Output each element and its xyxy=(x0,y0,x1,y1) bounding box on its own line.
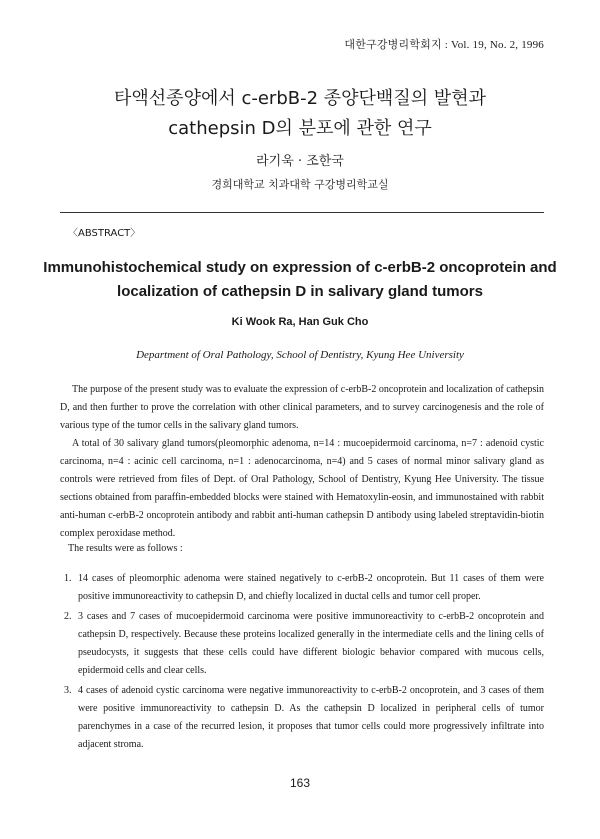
list-item-number: 1. xyxy=(64,573,72,584)
list-item-text: 4 cases of adenoid cystic carcinoma were negative immunoreactivity to c-erbB-2 oncoprotein, and 3 cases of them were positive immunoreactivity to cathepsin D. As the cathepsin D localized in peripheral cells of tumor parenchymes in a case of the recurred lesion, it proposes that tumor cells could more progressively infiltrate into adjacent stroma. xyxy=(78,685,544,750)
korean-title-line-2: cathepsin D의 분포에 관한 연구 xyxy=(168,118,432,139)
abstract-paragraph xyxy=(60,381,544,435)
paragraph-text: The purpose of the present study was to evaluate the expression of c-erbB-2 oncoprotein and localization of cathepsin D, and then further to prove the correlation with other clinical parameters, and to survey carcinogenesis and the role of various type of the tumor cells in the salivary gland tumors. xyxy=(60,384,544,431)
abstract-paragraph xyxy=(60,435,544,543)
list-item-number: 2. xyxy=(64,611,72,622)
list-item-text: 3 cases and 7 cases of mucoepidermoid carcinoma were positive immunoreactivity to c-erbB-2 oncoprotein and cathepsin D, respectively. Because these proteins localized generally in the intermediate cells and the lining cells of pseudocysts, it suggests that these cells could have different biologic behavior compared with mucous cells, epidermoid cells and clear cells. xyxy=(78,611,544,676)
results-intro: The results were as follows : xyxy=(68,543,183,554)
list-item-text: 14 cases of pleomorphic adenoma were stained negatively to c-erbB-2 oncoprotein. But 11 cases of them were positive immunoreactivity to cathepsin D, and chiefly localized in ductal cells and tumor cell proper. xyxy=(78,573,544,602)
page-number: 163 xyxy=(289,776,311,790)
korean-authors: 라기욱 · 조한국 xyxy=(256,154,344,169)
results-list xyxy=(60,570,544,756)
korean-title-line-1: 타액선종양에서 c-erbB-2 종양단백질의 발현과 xyxy=(114,88,486,109)
abstract-label: 〈ABSTRACT〉 xyxy=(68,228,141,239)
paragraph-text: A total of 30 salivary gland tumors(pleomorphic adenoma, n=14 : mucoepidermoid carcinoma, n=7 : adenoid cystic carcinoma, n=4 : acinic cell carcinoma, n=1 : adenocarcinoma, n=4) and 5 cases of normal minor salivary gland as controls were retrieved from files of Dept. of Oral Pathology, School of Dentistry, Kyung Hee University. The tissue sections obtained from paraffin-embedded blocks were stained with Hematoxylin-eosin, and immunostained with rabbit anti-human c-erbB-2 oncoprotein antibody and rabbit anti-human cathepsin D antibody using labeled streptavidin-biotin complex peroxidase method. xyxy=(60,438,544,539)
list-item xyxy=(60,608,544,680)
english-title-line-1: Immunohistochemical study on expression of c-erbB-2 oncoprotein and xyxy=(43,259,557,276)
list-item xyxy=(60,570,544,606)
list-item xyxy=(60,682,544,754)
korean-affiliation: 경희대학교 치과대학 구강병리학교실 xyxy=(211,178,389,191)
english-title-line-2: localization of cathepsin D in salivary gland tumors xyxy=(117,283,483,300)
english-affiliation: Department of Oral Pathology, School of Dentistry, Kyung Hee University xyxy=(136,349,464,361)
journal-citation: 대한구강병리학회지 : Vol. 19, No. 2, 1996 xyxy=(344,39,544,51)
list-item-number: 3. xyxy=(64,685,72,696)
section-divider xyxy=(60,212,544,213)
english-authors: Ki Wook Ra, Han Guk Cho xyxy=(231,316,369,328)
